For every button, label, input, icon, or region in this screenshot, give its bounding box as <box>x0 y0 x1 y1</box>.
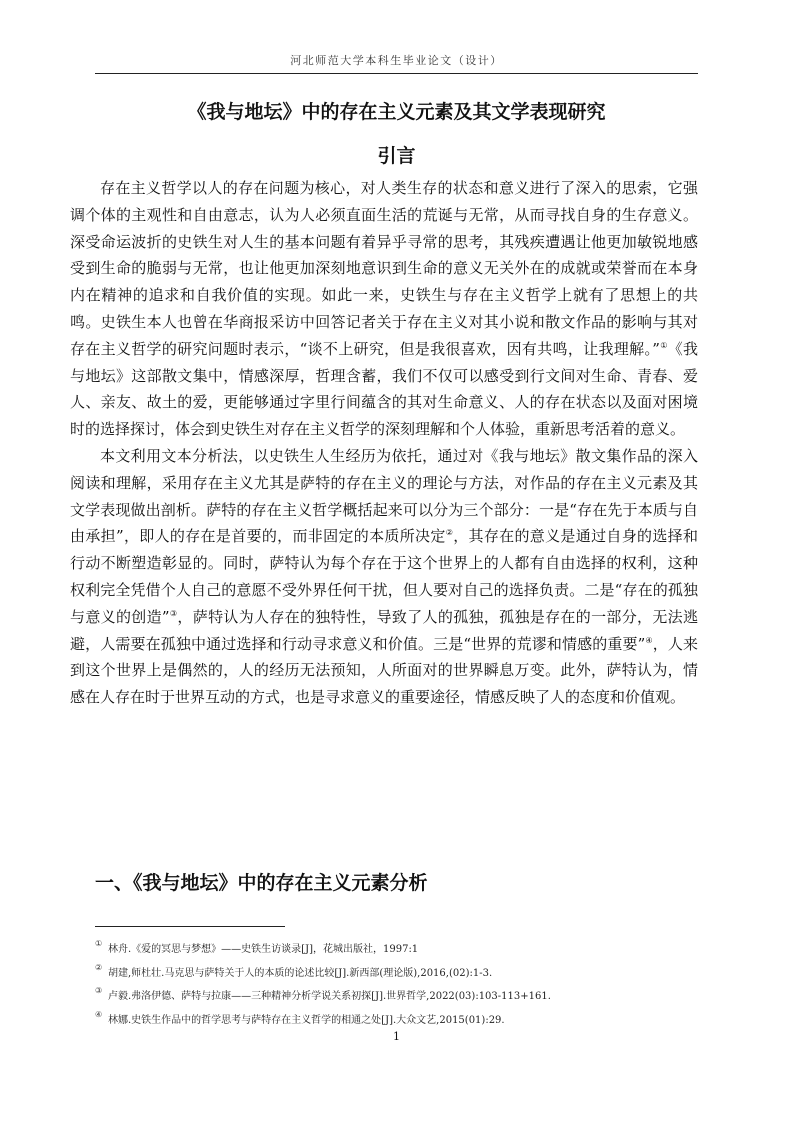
paragraph-1-part-a: 存在主义哲学以人的存在问题为核心，对人类生存的状态和意义进行了深入的思索，它强调个体的主观性和自由意志，认为人必须直面生活的荒诞与无常，从而寻找自身的生存意义。深受命运波折的史铁生对人生的基本问题有着异乎寻常的思考，其残疾遭遇让他更加敏锐地感受到生命的脆弱与无常，也让他更加深刻地意识到生命的意义无关外在的成就或荣誉而在本身内在精神的追求和自我价值的实现。如此一来，史铁生与存在主义哲学上就有了思想上的共鸣。史铁生本人也曾在华商报采访中回答记者关于存在主义对其小说和散文作品的影响与其对存在主义哲学的研究问题时表示，“谈不上研究，但是我很喜欢，因有共鸣，让我理解。” <box>70 179 698 358</box>
footnote-text: 胡建,师杜壮.马克思与萨特关于人的本质的论述比较[J].新西部(理论版),2016,(02):1-3. <box>108 967 493 979</box>
footnote-mark: ② <box>95 962 103 972</box>
paragraph-2-part-c: ，萨特认为人存在的独特性，导致了人的孤独，孤独是存在的一部分，无法逃避，人需要在孤独中通过选择和行动寻求意义和价值。三是“世界的荒谬和情感的重要” <box>70 607 699 653</box>
paragraph-2-part-d: ，人来到这个世界上是偶然的，人的经历无法预知，人所面对的世界瞬息万变。此外，萨特认为，情感在人存在时于世界互动的方式，也是寻求意义的重要途径，情感反映了人的态度和价值观。 <box>70 634 698 707</box>
footnote-text: 林娜.史铁生作品中的哲学思考与萨特存在主义哲学的相通之处[J].大众文艺,2015(01):29. <box>108 1014 505 1026</box>
footnote-text: 林舟.《爱的冥思与梦想》——史铁生访谈录[J]，花城出版社，1997:1 <box>108 944 419 956</box>
page-number: 1 <box>393 1030 400 1043</box>
paragraph-1 <box>70 175 698 443</box>
footnote-mark: ③ <box>95 986 103 996</box>
footnote-2 <box>95 960 698 984</box>
footnote-ref-3[interactable]: ③ <box>169 608 178 618</box>
section-1-heading: 一、《我与地坛》中的存在主义元素分析 <box>95 872 428 894</box>
footnotes <box>95 936 698 1030</box>
footnote-mark: ④ <box>95 1009 103 1019</box>
footnote-ref-1[interactable]: ① <box>659 340 668 350</box>
footnote-rule <box>95 926 285 927</box>
header-rule <box>95 73 698 74</box>
paragraph-2-part-a: 本文利用文本分析法，以史铁生人生经历为依托，通过对《我与地坛》散文集作品的深入阅读和理解，采用存在主义尤其是萨特的存在主义的理论与方法，对作品的存在主义元素及其文学表现做出剖析。萨特的存在主义哲学概括起来可以分为三个部分：一是“存在先于本质与自由承担”，即人的存在是首要的，而非固定的本质所决定 <box>70 446 698 546</box>
intro-heading: 引言 <box>377 145 416 167</box>
paragraph-2 <box>70 443 698 711</box>
footnote-4 <box>95 1007 698 1031</box>
running-header: 河北师范大学本科生毕业论文（设计） <box>290 54 503 67</box>
footnote-text: 卢毅.弗洛伊德、萨特与拉康——三种精神分析学说关系初探[J].世界哲学,2022(03):103-113+161. <box>108 991 551 1003</box>
footnote-mark: ① <box>95 939 103 949</box>
footnote-1 <box>95 936 698 960</box>
body-text <box>70 175 698 711</box>
paragraph-2-part-b: ，其存在的意义是通过自身的选择和行动不断塑造彰显的。同时，萨特认为每个存在于这个世界上的人都有自由选择的权利，这种权利完全凭借个人自己的意愿不受外界任何干扰，但人要对自己的选择负责。二是“存在的孤独与意义的创造” <box>70 527 698 626</box>
footnote-ref-2[interactable]: ② <box>445 528 454 538</box>
document-title: 《我与地坛》中的存在主义元素及其文学表现研究 <box>187 101 606 123</box>
footnote-ref-4[interactable]: ④ <box>645 635 653 645</box>
paragraph-1-part-b: 《我与地坛》这部散文集中，情感深厚，哲理含蓄，我们不仅可以感受到行文间对生命、青春、爱人、亲友、故土的爱，更能够通过字里行间蕴含的其对生命意义、人的存在状态以及面对困境时的选择探讨，体会到史铁生对存在主义哲学的深刻理解和个人体验，重新思考活着的意义。 <box>70 339 698 439</box>
footnote-3 <box>95 983 698 1007</box>
